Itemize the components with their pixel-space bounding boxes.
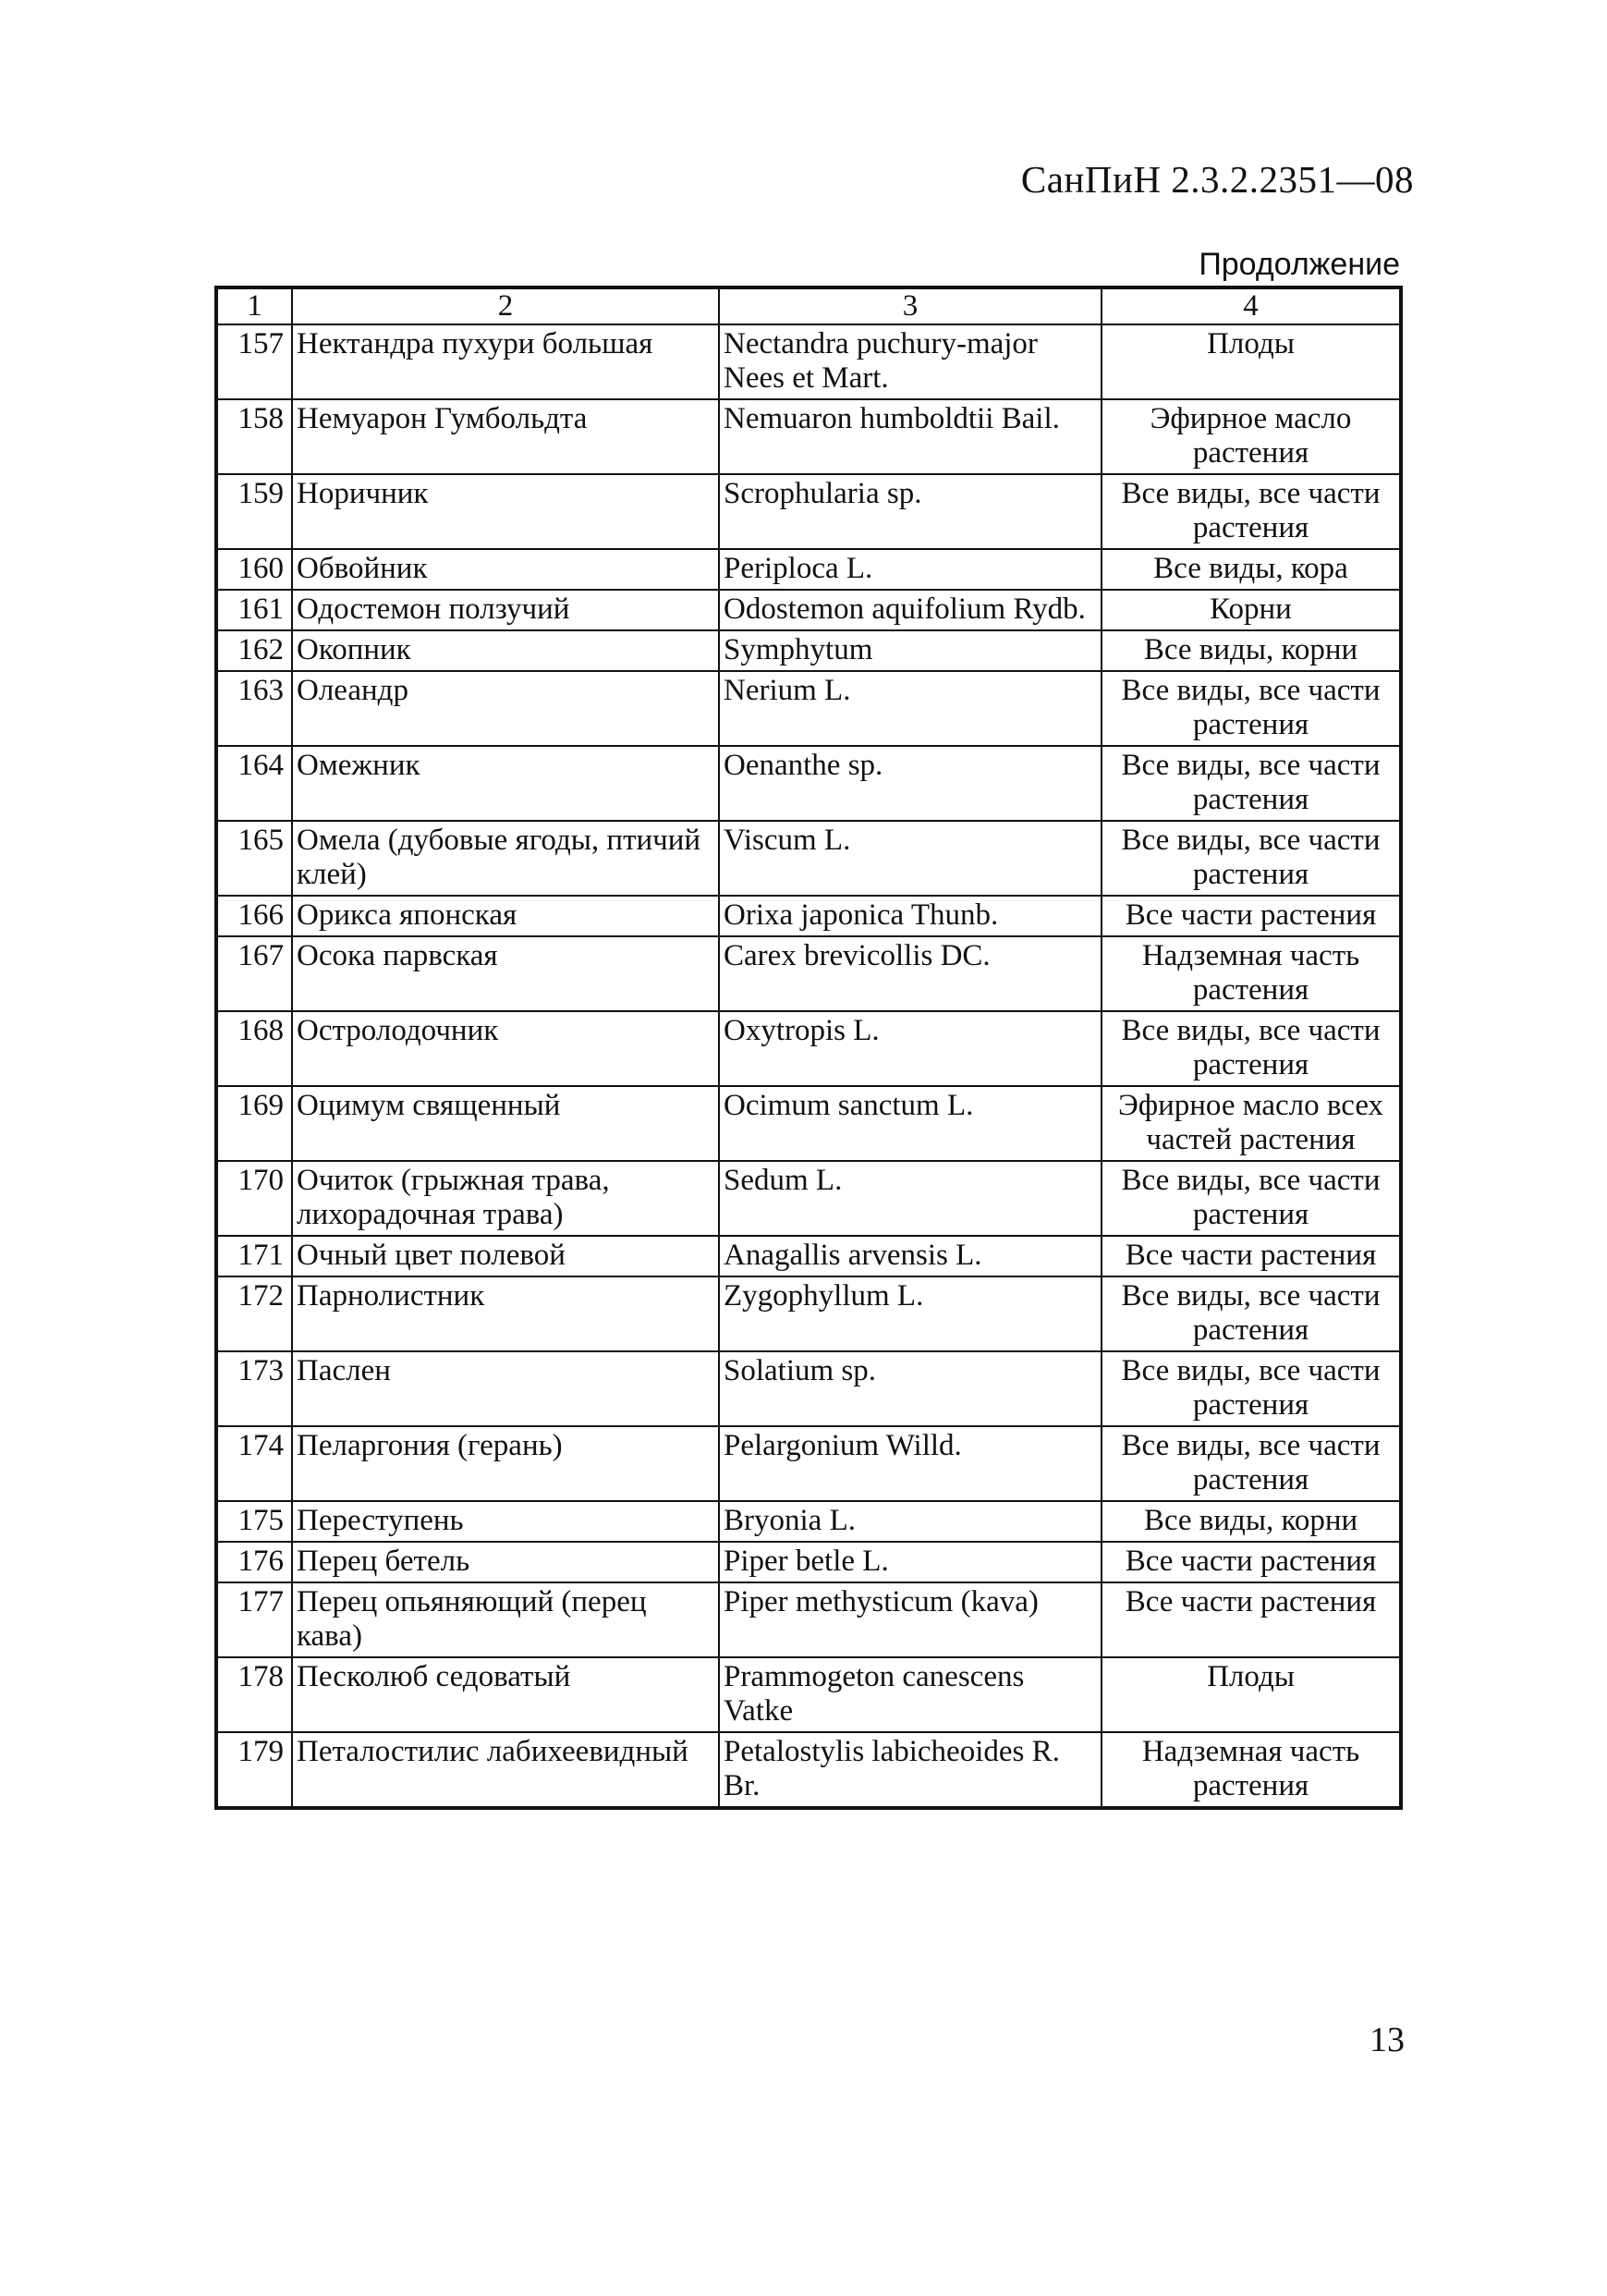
row-number: 179 (216, 1732, 292, 1808)
plant-part: Все виды, все части растения (1102, 821, 1401, 896)
latin-name: Solatium sp. (719, 1351, 1102, 1426)
latin-name: Petalostylis labicheoides R. Br. (719, 1732, 1102, 1808)
row-number: 174 (216, 1426, 292, 1501)
row-number: 168 (216, 1011, 292, 1086)
row-number: 164 (216, 746, 292, 821)
table-row (216, 1657, 1401, 1732)
row-number: 159 (216, 474, 292, 549)
latin-name: Ocimum sanctum L. (719, 1086, 1102, 1161)
plant-part: Все виды, все части растения (1102, 1276, 1401, 1351)
plant-part: Плоды (1102, 1657, 1401, 1732)
russian-name: Перец бетель (292, 1542, 719, 1582)
latin-name: Nectandra puchury-major Nees et Mart. (719, 324, 1102, 399)
latin-name: Zygophyllum L. (719, 1276, 1102, 1351)
table-row (216, 474, 1401, 549)
russian-name: Очный цвет полевой (292, 1236, 719, 1276)
russian-name: Очиток (грыжная трава, лихорадочная трава) (292, 1161, 719, 1236)
latin-name: Scrophularia sp. (719, 474, 1102, 549)
latin-name: Oxytropis L. (719, 1011, 1102, 1086)
table-row (216, 324, 1401, 399)
table-row (216, 1351, 1401, 1426)
table-row (216, 1426, 1401, 1501)
latin-name: Prammogeton canescens Vatke (719, 1657, 1102, 1732)
russian-name: Песколюб седоватый (292, 1657, 719, 1732)
plant-part: Все виды, все части растения (1102, 746, 1401, 821)
plant-part: Надземная часть растения (1102, 1732, 1401, 1808)
plant-part: Плоды (1102, 324, 1401, 399)
row-number: 163 (216, 671, 292, 746)
row-number: 167 (216, 936, 292, 1011)
latin-name: Pelargonium Willd. (719, 1426, 1102, 1501)
table-row (216, 1236, 1401, 1276)
table-row (216, 671, 1401, 746)
plant-part: Надземная часть растения (1102, 936, 1401, 1011)
row-number: 158 (216, 399, 292, 474)
latin-name: Piper methysticum (kava) (719, 1582, 1102, 1657)
plant-part: Корни (1102, 590, 1401, 630)
russian-name: Обвойник (292, 549, 719, 590)
russian-name: Омела (дубовые ягоды, птичий клей) (292, 821, 719, 896)
row-number: 178 (216, 1657, 292, 1732)
row-number: 162 (216, 630, 292, 671)
latin-name: Periploca L. (719, 549, 1102, 590)
latin-name: Nerium L. (719, 671, 1102, 746)
column-header: 1 (216, 287, 292, 324)
plant-part: Все части растения (1102, 896, 1401, 936)
row-number: 169 (216, 1086, 292, 1161)
table-row (216, 936, 1401, 1011)
russian-name: Окопник (292, 630, 719, 671)
document-code: СанПиН 2.3.2.2351—08 (1020, 158, 1414, 201)
continuation-label: Продолжение (1199, 247, 1400, 282)
table-row (216, 896, 1401, 936)
russian-name: Омежник (292, 746, 719, 821)
russian-name: Одостемон ползучий (292, 590, 719, 630)
plant-part: Все части растения (1102, 1582, 1401, 1657)
russian-name: Норичник (292, 474, 719, 549)
latin-name: Carex brevicollis DC. (719, 936, 1102, 1011)
column-header: 4 (1102, 287, 1401, 324)
russian-name: Олеандр (292, 671, 719, 746)
table-row (216, 1086, 1401, 1161)
plant-part: Все части растения (1102, 1542, 1401, 1582)
russian-name: Оцимум священный (292, 1086, 719, 1161)
column-header: 2 (292, 287, 719, 324)
plant-part: Все виды, кора (1102, 549, 1401, 590)
table-row (216, 1161, 1401, 1236)
russian-name: Перец опьяняющий (перец кава) (292, 1582, 719, 1657)
row-number: 157 (216, 324, 292, 399)
table-row (216, 399, 1401, 474)
table-row (216, 1276, 1401, 1351)
row-number: 177 (216, 1582, 292, 1657)
latin-name: Piper betle L. (719, 1542, 1102, 1582)
column-number-row (216, 287, 1401, 324)
plant-part: Все виды, корни (1102, 1501, 1401, 1542)
russian-name: Парнолистник (292, 1276, 719, 1351)
latin-name: Anagallis arvensis L. (719, 1236, 1102, 1276)
plant-part: Все виды, все части растения (1102, 1426, 1401, 1501)
table-row (216, 1582, 1401, 1657)
plant-part: Все виды, все части растения (1102, 1161, 1401, 1236)
row-number: 161 (216, 590, 292, 630)
russian-name: Паслен (292, 1351, 719, 1426)
table-row (216, 1501, 1401, 1542)
table-row (216, 590, 1401, 630)
table-row (216, 1732, 1401, 1808)
latin-name: Viscum L. (719, 821, 1102, 896)
row-number: 160 (216, 549, 292, 590)
russian-name: Нектандра пухури большая (292, 324, 719, 399)
row-number: 165 (216, 821, 292, 896)
table-row (216, 630, 1401, 671)
plant-part: Все виды, корни (1102, 630, 1401, 671)
table-body (216, 287, 1401, 1808)
russian-name: Немуарон Гумбольдта (292, 399, 719, 474)
russian-name: Остролодочник (292, 1011, 719, 1086)
plant-part: Все виды, все части растения (1102, 671, 1401, 746)
row-number: 170 (216, 1161, 292, 1236)
table-row (216, 746, 1401, 821)
plant-part: Эфирное масло растения (1102, 399, 1401, 474)
table-row (216, 1542, 1401, 1582)
row-number: 172 (216, 1276, 292, 1351)
table-row (216, 549, 1401, 590)
page-number: 13 (1370, 2021, 1405, 2059)
russian-name: Осока парвская (292, 936, 719, 1011)
plant-part: Все виды, все части растения (1102, 474, 1401, 549)
plant-part: Все виды, все части растения (1102, 1351, 1401, 1426)
russian-name: Пеларгония (герань) (292, 1426, 719, 1501)
latin-name: Bryonia L. (719, 1501, 1102, 1542)
row-number: 166 (216, 896, 292, 936)
plant-part: Эфирное масло всех частей растения (1102, 1086, 1401, 1161)
row-number: 171 (216, 1236, 292, 1276)
column-header: 3 (719, 287, 1102, 324)
table-row (216, 821, 1401, 896)
row-number: 173 (216, 1351, 292, 1426)
plant-part: Все виды, все части растения (1102, 1011, 1401, 1086)
russian-name: Орикса японская (292, 896, 719, 936)
russian-name: Переступень (292, 1501, 719, 1542)
latin-name: Oenanthe sp. (719, 746, 1102, 821)
latin-name: Orixa japonica Thunb. (719, 896, 1102, 936)
latin-name: Symphytum (719, 630, 1102, 671)
plants-table (214, 286, 1403, 1810)
latin-name: Nemuaron humboldtii Bail. (719, 399, 1102, 474)
row-number: 175 (216, 1501, 292, 1542)
plant-part: Все части растения (1102, 1236, 1401, 1276)
row-number: 176 (216, 1542, 292, 1582)
latin-name: Sedum L. (719, 1161, 1102, 1236)
latin-name: Odostemon aquifolium Rydb. (719, 590, 1102, 630)
table-row (216, 1011, 1401, 1086)
russian-name: Петалостилис лабихеевидный (292, 1732, 719, 1808)
